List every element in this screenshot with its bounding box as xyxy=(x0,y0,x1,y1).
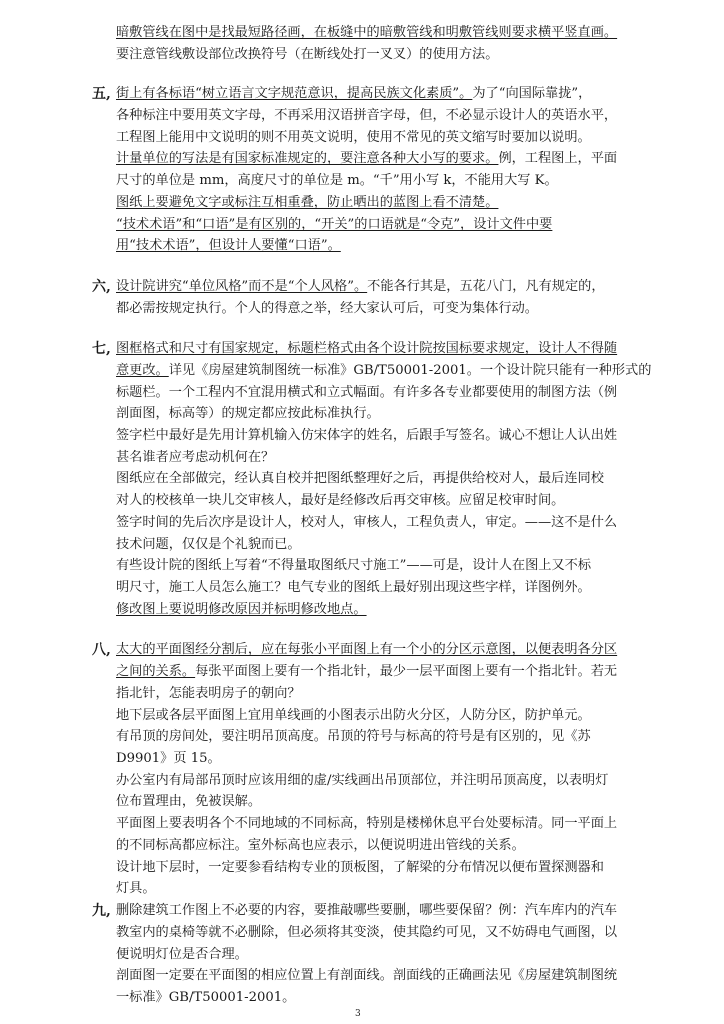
text-line: 图纸应在全部做完，经认真自校并把图纸整理好之后，再提供给校对人，最后连同校 xyxy=(116,471,604,487)
text-line: D9901》页 15。 xyxy=(116,750,221,766)
text-line: “技术术语”和“口语”是有区别的，“开关”的口语就是“令克”，设计文件中要 xyxy=(116,216,553,232)
text-line: 剖面图，标高等）的规定都应按此标准执行。 xyxy=(116,406,380,422)
section-number: 六, xyxy=(92,278,111,295)
underlined-text: 设计院讲究“单位风格”而不是“个人风格”。 xyxy=(116,278,368,294)
plain-text: 详见《房屋建筑制图统一标准》GB/T50001-2001。一个设计院只能有一种形式的 xyxy=(168,362,652,378)
text-line: 用“技术术语”，但设计人要懂“口语”。 xyxy=(116,238,341,254)
text-line: 的不同标高都应标注。室外标高也应表示，以便说明进出管线的关系。 xyxy=(116,837,525,853)
text-line: 标题栏。一个工程内不宜混用横式和立式幅面。有许多各专业都要使用的制图方法（例 xyxy=(116,384,618,400)
text-line: 教室内的桌椅等就不必删除，但必须将其变淡，使其隐约可见，又不妨碍电气画图，以 xyxy=(116,924,618,940)
section-number: 五, xyxy=(92,86,111,103)
text-line: 灯具。 xyxy=(116,881,156,897)
underlined-text: 计量单位的写法是有国家标准规定的，要注意各种大小写的要求。 xyxy=(116,151,499,167)
plain-text: 每张平面图上要有一个指北针，最少一层平面图上要有一个指北针。若无 xyxy=(195,664,618,680)
text-line: 工程图上能用中文说明的则不用英文说明，使用不常见的英文缩写时要加以说明。 xyxy=(116,129,591,145)
text-line: 设计地下层时，一定要参看结构专业的顶板图，了解梁的分布情况以便布置探测器和 xyxy=(116,859,604,875)
text-line: 位布置理由，免被误解。 xyxy=(116,794,262,810)
section-number: 九, xyxy=(92,903,111,920)
text-line: 删除建筑工作图上不必要的内容，要推敲哪些要删，哪些要保留？例：汽车库内的汽车 xyxy=(116,903,618,919)
text-line: 便说明灯位是否合理。 xyxy=(116,946,248,962)
text-line: 有些设计院的图纸上写着“不得量取图纸尺寸施工”——可是，设计人在图上又不标 xyxy=(116,558,592,574)
text-line: 一标准》GB/T50001-2001。 xyxy=(116,990,296,1005)
text-line: 各种标注中要用英文字母，不再采用汉语拼音字母，但，不必显示设计人的英语水平， xyxy=(116,107,618,123)
text-line: 都必需按规定执行。个人的得意之举，经大家认可后，可变为集体行动。 xyxy=(116,300,538,316)
text-line: 签字时间的先后次序是设计人，校对人，审核人，工程负责人，审定。——这不是什么 xyxy=(116,514,618,530)
text-line: 修改图上要说明修改原因并标明修改地点。 xyxy=(116,601,367,617)
text-line: 暗敷管线在图中是找最短路径画，在板缝中的暗敷管线和明敷管线则要求横平竖直画。 xyxy=(116,25,618,40)
text-line: 图框格式和尺寸有国家规定，标题栏格式由各个设计院按国标要求规定，设计人不得随 xyxy=(116,341,618,357)
text-line: 图纸上要避免文字或标注互相重叠，防止晒出的蓝图上看不清楚。 xyxy=(116,194,499,210)
text-line xyxy=(116,662,617,682)
page-number: 3 xyxy=(355,1009,361,1019)
text-line: 指北针，怎能表明房子的朝向？ xyxy=(116,685,301,701)
text-line: 技术问题，仅仅是个礼貌而已。 xyxy=(116,536,301,552)
text-line: 剖面图一定要在平面图的相应位置上有剖面线。剖面线的正确画法见《房屋建筑制图统 xyxy=(116,968,618,984)
text-line xyxy=(116,84,591,104)
underlined-text: 街上有各标语“树立语言文字规范意识，提高民族文化素质”。 xyxy=(116,86,473,102)
text-line: 尺寸的单位是 mm，高度尺寸的单位是 m。“千”用小写 k，不能用大写 K。 xyxy=(116,173,558,189)
text-line: 明尺寸，施工人员怎么施工？电气专业的图纸上最好别出现这些字样，详图例外。 xyxy=(116,580,591,596)
text-line xyxy=(116,277,605,297)
plain-text: 不能各行其是，五花八门，凡有规定的， xyxy=(367,278,605,294)
section-number: 七, xyxy=(92,341,111,358)
text-line: 对人的校核单一块儿交审核人，最好是经修改后再交审核。应留足校审时间。 xyxy=(116,493,565,509)
text-line: 地下层或各层平面图上宜用单线画的小图表示出防火分区，人防分区，防护单元。 xyxy=(116,707,591,723)
text-line: 太大的平面图经分割后，应在每张小平面图上有一个小的分区示意图，以便表明各分区 xyxy=(116,642,618,658)
text-line: 签字栏中最好是先用计算机输入仿宋体字的姓名，后跟手写签名。诚心不想让人认出姓 xyxy=(116,427,618,443)
section-number: 八, xyxy=(92,642,111,659)
text-line: 有吊顶的房间处，要注明吊顶高度。吊顶的符号与标高的符号是有区别的，见《苏 xyxy=(116,729,591,745)
text-line: 平面图上要表明各个不同地域的不同标高，特别是楼梯休息平台处要标清。同一平面上 xyxy=(116,816,618,832)
text-line: 办公室内有局部吊顶时应该用细的虚/实线画出吊顶部位，并注明吊顶高度，以表明灯 xyxy=(116,772,609,788)
underlined-text: 意更改。 xyxy=(116,362,169,378)
text-line: 要注意管线敷设部位改换符号（在断线处打一叉叉）的使用方法。 xyxy=(116,46,499,62)
plain-text: 为了“向国际靠拢”， xyxy=(472,86,592,102)
text-line xyxy=(116,149,617,169)
underlined-text: 之间的关系。 xyxy=(116,664,196,680)
plain-text: 例，工程图上，平面 xyxy=(498,151,618,167)
text-line xyxy=(116,361,651,381)
text-line: 甚名谁者应考虑动机何在？ xyxy=(116,449,275,465)
